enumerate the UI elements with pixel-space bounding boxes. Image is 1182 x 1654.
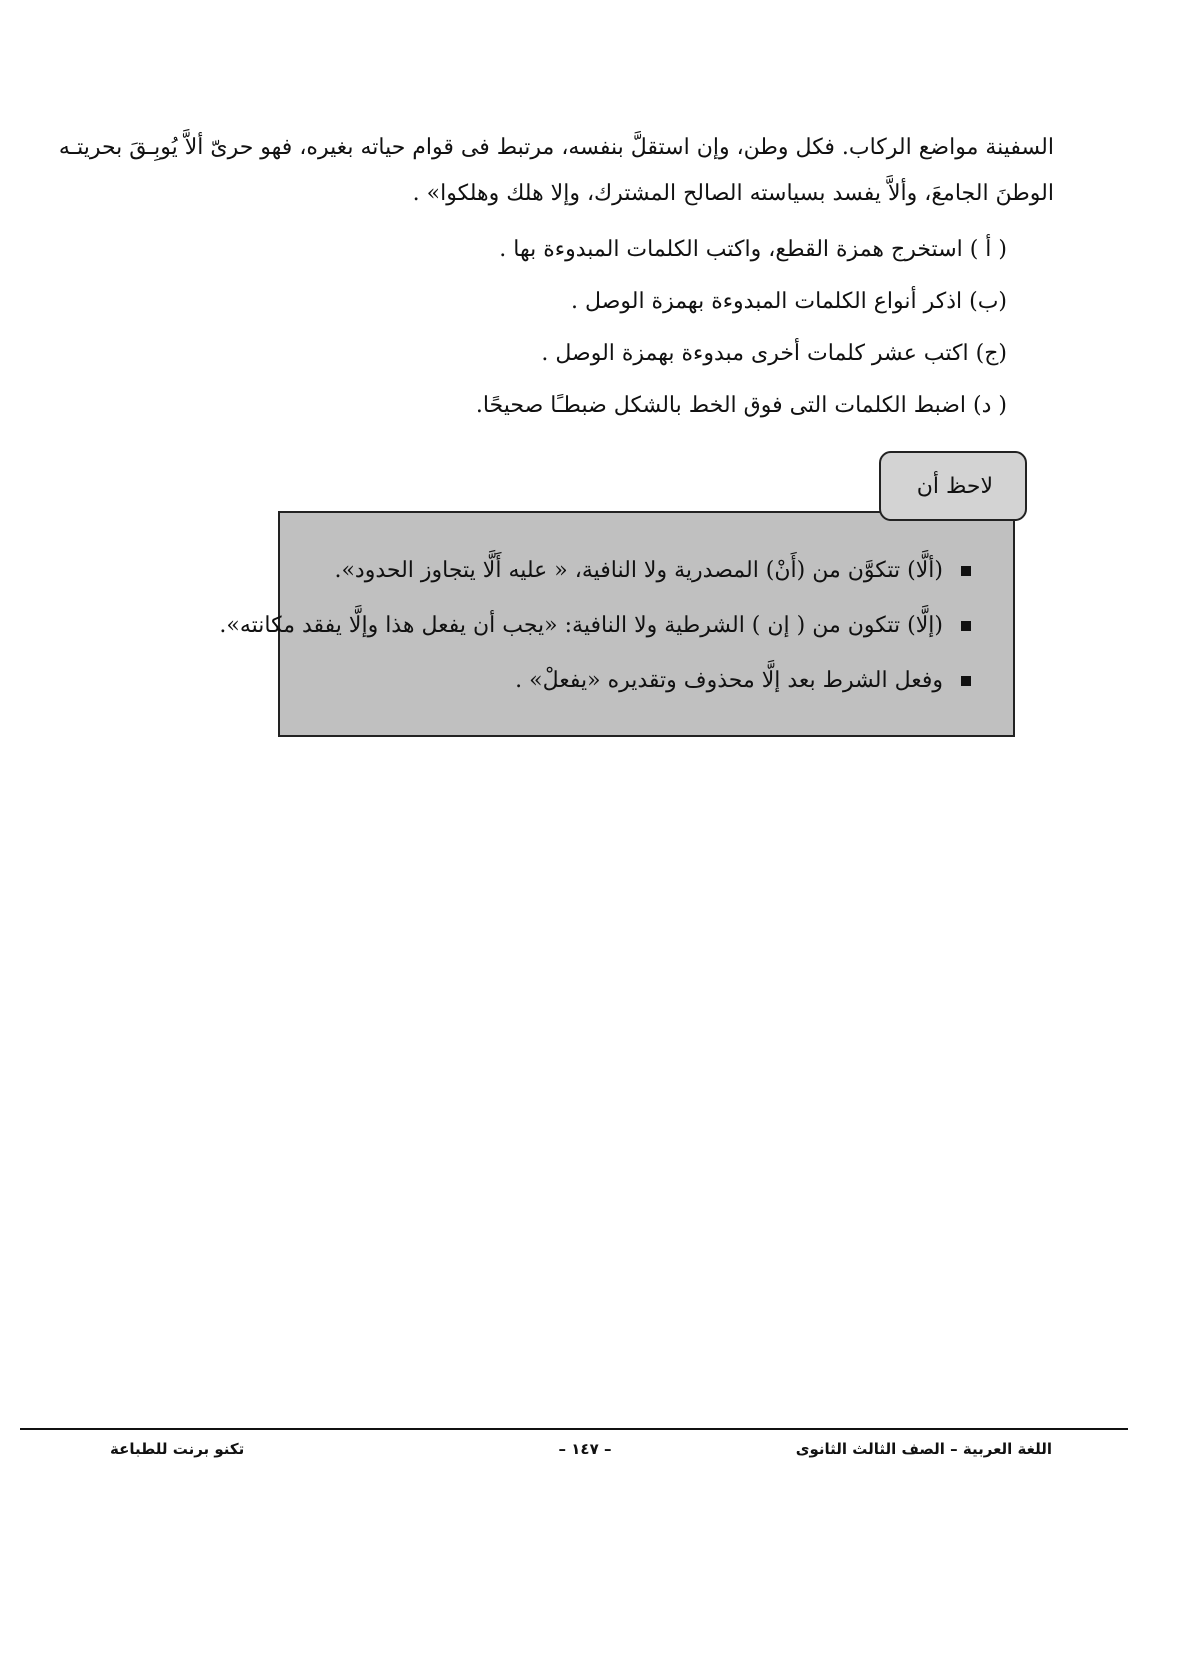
note-title: لاحظ أن: [916, 473, 993, 499]
note-item: [280, 543, 971, 598]
footer-printer: تكنو برنت للطباعة: [110, 1440, 245, 1458]
note-item: [219, 598, 971, 653]
note-title-tab: [879, 451, 1027, 521]
question-a: ( أ ) استخرج همزة القطع، واكتب الكلمات المبدوءة بها .: [499, 237, 1007, 262]
footer-subject: اللغة العربية – الصف الثالث الثانوى: [795, 1440, 1052, 1458]
square-bullet-icon: [961, 621, 971, 631]
note-item-text: وفعل الشرط بعد إلَّا محذوف وتقديره «يفعلْ» .: [515, 668, 943, 693]
passage-line-2: الوطنَ الجامعَ، وألاَّ يفسد بسياسته الصالح المشترك، وإلا هلك وهلكوا» .: [412, 181, 1054, 206]
note-item-text: (ألَّا) تتكوَّن من (أَنْ) المصدرية ولا النافية، « عليه أَلَّا يتجاوز الحدود».: [334, 558, 943, 583]
square-bullet-icon: [961, 566, 971, 576]
note-item-text: (إلَّا) تتكون من ( إن ) الشرطية ولا النافية: «يجب أن يفعل هذا وإلَّا يفقد مكانته».: [219, 613, 943, 638]
note-box: [219, 511, 1015, 737]
question-c: (ج) اكتب عشر كلمات أخرى مبدوءة بهمزة الوصل .: [541, 341, 1007, 366]
note-item: [280, 653, 971, 708]
passage-line-1: السفينة مواضع الركاب. فكل وطن، وإن استقلَّ بنفسه، مرتبط فى قوام حياته بغيره، فهو حرىّ ألاَّ يُوبِـقَ بحريتـه: [58, 135, 1054, 160]
question-b: (ب) اذكر أنواع الكلمات المبدوءة بهمزة الوصل .: [571, 289, 1007, 314]
footer-page-number: – ١٤٧ –: [558, 1440, 612, 1458]
square-bullet-icon: [961, 676, 971, 686]
exercise-questions: [476, 224, 1007, 432]
passage-paragraph: [58, 125, 1054, 217]
question-d: ( د) اضبط الكلمات التى فوق الخط بالشكل ضبطـًا صحيحًا.: [475, 393, 1007, 418]
footer-divider: [20, 1428, 1128, 1430]
